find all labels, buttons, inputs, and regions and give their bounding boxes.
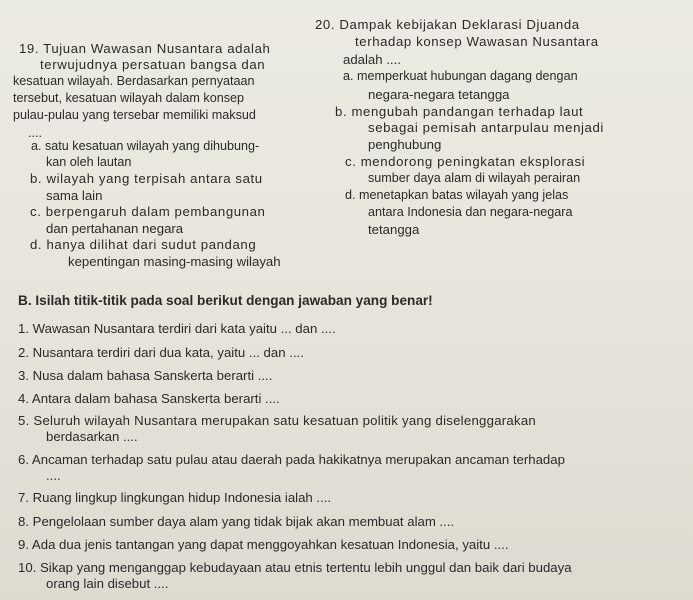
q19-stem-line-5: pulau-pulau yang tersebar memiliki maksud [13,108,256,122]
q20-option-d-cont-2: tetangga [368,222,420,237]
q20-stem-line-1: 20. Dampak kebijakan Deklarasi Djuanda [315,17,580,32]
q19-option-b: b. wilayah yang terpisah antara satu [30,171,263,186]
q20-option-d: d. menetapkan batas wilayah yang jelas [345,188,569,202]
section-b-heading: B. Isilah titik-titik pada soal berikut dengan jawaban yang benar! [18,293,433,308]
q19-stem-line-3: kesatuan wilayah. Berdasarkan pernyataan [13,74,255,88]
q20-option-c: c. mendorong peningkatan eksplorasi [345,154,586,169]
fill-item-6-cont: .... [46,468,61,483]
q20-stem-line-2: terhadap konsep Wawasan Nusantara [355,34,599,49]
q19-stem-line-4: tersebut, kesatuan wilayah dalam konsep [13,91,245,105]
fill-item-2: 2. Nusantara terdiri dari dua kata, yaitu ... dan .... [18,345,304,360]
fill-item-7: 7. Ruang lingkup lingkungan hidup Indonesia ialah .... [18,490,332,505]
q19-option-a-cont: kan oleh lautan [46,155,132,169]
q19-stem-line-6: .... [28,126,42,140]
fill-item-5-cont: berdasarkan .... [46,429,138,444]
fill-item-9: 9. Ada dua jenis tantangan yang dapat menggoyahkan kesatuan Indonesia, yaitu .... [18,537,509,552]
q20-option-a-cont: negara-negara tetangga [368,87,510,102]
q20-option-d-cont: antara Indonesia dan negara-negara [368,205,573,219]
fill-item-4: 4. Antara dalam bahasa Sanskerta berarti .... [18,391,280,406]
q20-option-b-cont: sebagai pemisah antarpulau menjadi [368,120,604,135]
fill-item-5: 5. Seluruh wilayah Nusantara merupakan satu kesatuan politik yang diselenggarakan [18,413,537,428]
fill-item-8: 8. Pengelolaan sumber daya alam yang tidak bijak akan membuat alam .... [18,514,455,529]
q20-stem-line-3: adalah .... [343,52,401,67]
fill-item-1: 1. Wawasan Nusantara terdiri dari kata yaitu ... dan .... [18,321,336,336]
fill-item-10: 10. Sikap yang menganggap kebudayaan atau etnis tertentu lebih unggul dan baik dari budaya [18,560,572,575]
q19-stem-line-2: terwujudnya persatuan bangsa dan [40,57,266,72]
q20-option-b: b. mengubah pandangan terhadap laut [335,104,584,119]
q19-option-d: d. hanya dilihat dari sudut pandang [30,237,257,252]
q19-option-c: c. berpengaruh dalam pembangunan [30,204,266,219]
fill-item-3: 3. Nusa dalam bahasa Sanskerta berarti .... [18,368,273,383]
q20-option-b-cont-2: penghubung [368,137,442,152]
q20-option-a: a. memperkuat hubungan dagang dengan [343,69,578,83]
q19-stem-line-1: 19. Tujuan Wawasan Nusantara adalah [19,41,271,56]
fill-item-6: 6. Ancaman terhadap satu pulau atau daerah pada hakikatnya merupakan ancaman terhadap [18,452,565,467]
q19-option-c-cont: dan pertahanan negara [46,221,184,236]
fill-item-10-cont: orang lain disebut .... [46,576,169,591]
q19-option-b-cont: sama lain [46,188,103,203]
q19-option-a: a. satu kesatuan wilayah yang dihubung- [31,139,260,153]
q19-option-d-cont: kepentingan masing-masing wilayah [68,254,281,269]
q20-option-c-cont: sumber daya alam di wilayah perairan [368,171,581,185]
